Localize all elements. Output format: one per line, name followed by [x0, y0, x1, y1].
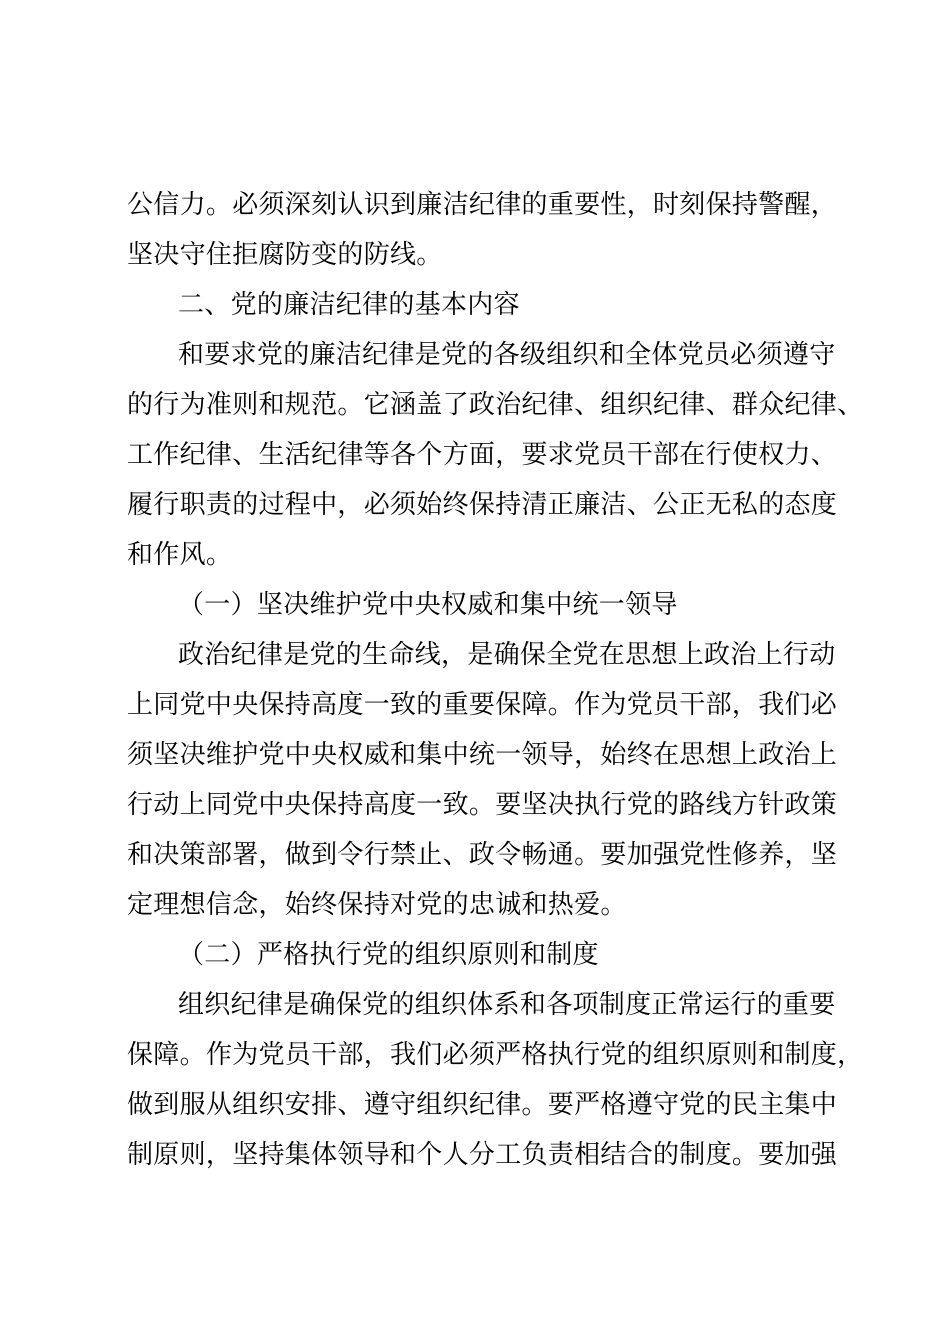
section-heading: 二、党的廉洁纪律的基本内容 — [178, 290, 520, 320]
subsection-heading: （二）严格执行党的组织原则和制度 — [178, 940, 599, 970]
text-line: 和作风。 — [127, 540, 233, 570]
text-line: 公信力。必须深刻认识到廉洁纪律的重要性，时刻保持警醒， — [127, 190, 838, 220]
text-line: 和决策部署，做到令行禁止、政令畅通。要加强党性修养，坚 — [127, 840, 838, 870]
text-line: 行动上同党中央保持高度一致。要坚决执行党的路线方针政策 — [127, 790, 838, 820]
text-line: 组织纪律是确保党的组织体系和各项制度正常运行的重要 — [178, 990, 836, 1020]
text-line: 须坚决维护党中央权威和集中统一领导，始终在思想上政治上 — [127, 740, 838, 770]
text-line: 定理想信念，始终保持对党的忠诚和热爱。 — [127, 890, 627, 920]
text-line: 政治纪律是党的生命线，是确保全党在思想上政治上行动 — [178, 640, 836, 670]
text-line: 上同党中央保持高度一致的重要保障。作为党员干部，我们必 — [127, 690, 838, 720]
text-line: 工作纪律、生活纪律等各个方面，要求党员干部在行使权力、 — [127, 440, 838, 470]
text-line: 和要求党的廉洁纪律是党的各级组织和全体党员必须遵守 — [178, 340, 836, 370]
text-line: 做到服从组织安排、遵守组织纪律。要严格遵守党的民主集中 — [127, 1090, 838, 1120]
text-line: 保障。作为党员干部，我们必须严格执行党的组织原则和制度， — [127, 1040, 864, 1070]
text-line: 履行职责的过程中，必须始终保持清正廉洁、公正无私的态度 — [127, 490, 838, 520]
text-line: 制原则，坚持集体领导和个人分工负责相结合的制度。要加强 — [127, 1140, 838, 1170]
text-line: 的行为准则和规范。它涵盖了政治纪律、组织纪律、群众纪律、 — [127, 390, 864, 420]
subsection-heading: （一）坚决维护党中央权威和集中统一领导 — [178, 590, 678, 620]
text-line: 坚决守住拒腐防变的防线。 — [127, 240, 443, 270]
